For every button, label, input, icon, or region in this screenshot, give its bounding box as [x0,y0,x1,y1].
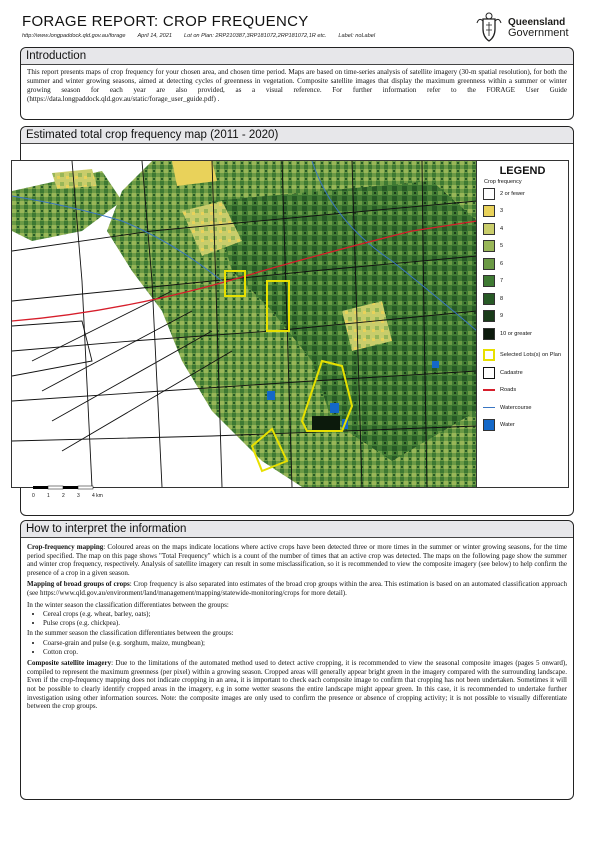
legend-item [483,203,568,221]
report-lot-plan: Lot on Plan: 2RP210387,3RP181072,2RP181072,1R etc. [183,33,327,39]
scale-bar [33,485,123,497]
logo-line-1: Queensland [508,17,566,28]
crop-groups-text: : Crop frequency is also separated into estimates of the broad crop groups within the area. This estimation is based on an automated classification approach (see https://www.qld.gov.au/environment/land/management/mapping/statewide-monitoring/crops for more detail). [27,580,568,597]
legend-overlay-swatch [483,419,495,431]
report-title: FORAGE REPORT: CROP FREQUENCY [22,13,309,30]
composite-term: Composite satellite imagery [27,659,112,668]
scale-labels [33,493,123,499]
composite-text: : Due to the limitations of the automated method used to detect active cropping, it is recommended to view the seasonal composite images (pages 5 onward), compiled to represent the maximum greenness (per pixel) within a growing season. Cropped areas will generally appear bright green in the imagery compared with the surrounding landscape. Even if the crop-frequency mapping does not indicate cropping in an area, it is important to check each composite image to confirm that cropping has not been undertaken. Sometimes it will not be possible to clearly identify cropped areas in the imagery, e.g in some wetter seasons the entire landscape might appear green. In this case, it is recommended to undertake further investigation using other information sources. Note: the composite images are only used to confirm the presence or absence of cropping activity; it is not possible to visually differentiate between the crop groups. [27,659,567,711]
legend-overlay-label: Cadastre [500,369,523,376]
legend-overlay-item [483,399,568,417]
list-item: • Coarse-grain and pulse (e.g. sorghum, maize, mungbean); [43,639,567,648]
introduction-heading: Introduction [21,48,573,65]
legend-label: 7 [500,278,504,285]
scale-label: 0 [32,493,35,499]
legend-overlay-item [483,364,568,382]
legend-label: 3 [500,208,504,215]
legend-overlay-swatch [483,407,495,408]
report-url[interactable]: http://www.longpaddock.qld.gov.au/forage [22,33,126,39]
interpretation-section [20,520,574,800]
map-heading: Estimated total crop frequency map (2011 - 2020) [21,127,573,144]
legend-overlay-swatch [483,349,495,361]
legend-label: 2 or fewer [500,190,525,197]
qld-government-logo [474,10,584,46]
report-date: April 14, 2021 [137,33,172,39]
crop-frequency-paragraph [27,543,567,577]
legend-swatch [483,223,495,235]
legend-label: 9 [500,313,504,320]
legend-swatch [483,205,495,217]
interpretation-heading: How to interpret the information [21,521,573,538]
winter-intro: In the winter season the classification differentiates between the groups: [27,600,229,609]
map-legend [476,160,569,488]
legend-overlay-swatch [483,389,495,391]
legend-swatch [483,328,495,340]
legend-item [483,220,568,238]
scale-label: 3 [77,493,80,499]
logo-line-2: Government [508,27,569,39]
legend-item [483,255,568,273]
scale-bar-graphic [33,485,123,491]
crop-frequency-map[interactable] [11,160,478,488]
legend-swatch [483,293,495,305]
legend-overlay-label: Roads [500,387,517,394]
legend-swatch [483,240,495,252]
legend-label: 6 [500,260,504,267]
legend-overlay-item [483,382,568,400]
legend-overlay-label: Water [500,422,515,429]
legend-frequency-list [477,185,568,343]
legend-overlay-label: Watercourse [500,404,532,411]
list-item: • Cotton crop. [43,648,567,657]
crop-frequency-map-svg [12,161,477,487]
crop-frequency-text: : Coloured areas on the maps indicate locations where active crops have been detected three or more times in the summer or winter growing seasons, for the time period specified. The map on this page shows "Total Frequency" which is a count of the number of times that an active crop was detected. The maps on the following page show the summer and winter crop frequency, respectively. Analysis of satellite imagery can result in some misclassification, so it is recommended to view the composite imagery (see below) to help confirm the presence of a crop in a given season. [27,543,567,577]
legend-label: 8 [500,295,504,302]
legend-overlay-label: Selected Lots(s) on Plan [500,352,561,359]
qld-crest-icon [474,11,504,45]
legend-overlay-list [477,347,568,435]
report-subline [22,33,462,39]
legend-swatch [483,275,495,287]
legend-swatch [483,310,495,322]
legend-item [483,308,568,326]
composite-paragraph [27,659,567,711]
legend-overlay-item [483,417,568,435]
list-item: • Pulse crops (e.g. chickpea). [43,619,567,628]
introduction-text: This report presents maps of crop frequency for your chosen area, and chosen time period. Maps are based on time-series analysis of satellite imagery (30-m spatial resolution), for both the summer and winter growing seasons, aimed at detecting cycles of greenness in vegetation. Composite satellite images that display the maximum greenness within a summer or winter growing season for each year are also provided, as a visual reference. For further information refer to the FORAGE User Guide (https://data.longpaddock.qld.gov.au/static/forage_user_guide.pdf) . [27,68,567,103]
introduction-section [20,47,574,120]
legend-swatch [483,258,495,270]
legend-item [483,290,568,308]
crop-groups-term: Mapping of broad groups of crops [27,580,130,589]
crop-groups-paragraph [27,580,567,597]
list-item: • Cereal crops (e.g. wheat, barley, oats); [43,610,567,619]
legend-label: 4 [500,225,504,232]
summer-group-list [27,639,567,656]
legend-label: 10 or greater [500,330,533,337]
legend-item [483,238,568,256]
legend-item [483,325,568,343]
legend-swatch [483,188,495,200]
legend-overlay-swatch [483,367,495,379]
legend-title: LEGEND [499,165,546,177]
legend-label: 5 [500,243,504,250]
summer-intro: In the summer season the classification differentiates between the groups: [27,629,234,638]
legend-caption: Crop frequency [484,179,522,185]
scale-label: 1 [47,493,50,499]
scale-label: 2 [62,493,65,499]
legend-overlay-item [483,347,568,365]
report-label: Label: noLabel [338,33,376,39]
legend-item [483,273,568,291]
winter-group-list [27,610,567,627]
legend-item [483,185,568,203]
scale-label: 4 km [92,493,103,499]
crop-frequency-term: Crop-frequency mapping [27,543,104,551]
